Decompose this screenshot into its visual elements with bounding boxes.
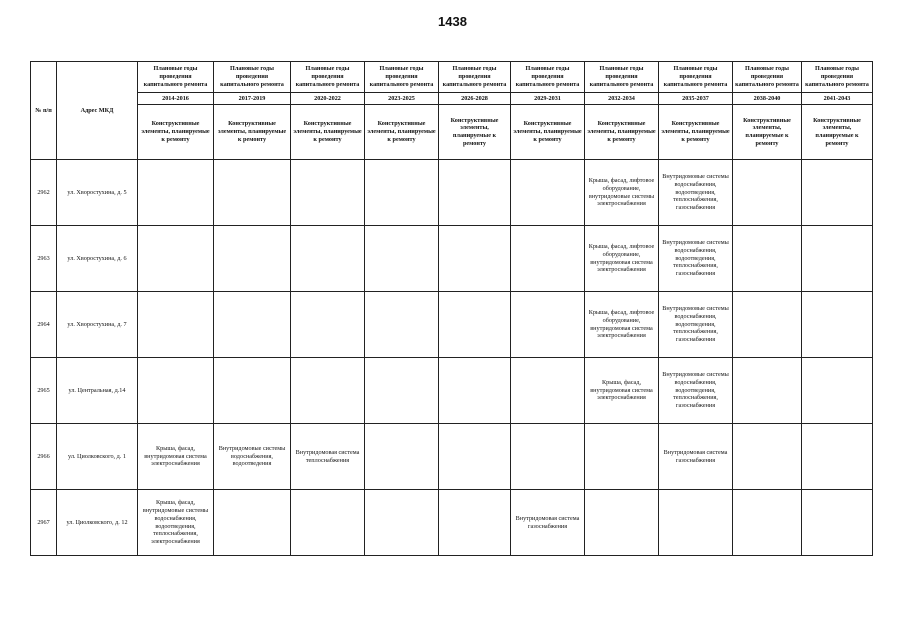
- repair-cell: Внутридомовые системы водоснабжения, водоотведения, теплоснабжения, газоснабжения: [659, 160, 733, 226]
- planned-years-header: Плановые годы проведения капитального ремонта: [733, 62, 802, 93]
- row-number: 2967: [31, 490, 57, 556]
- repair-cell: [365, 292, 439, 358]
- repair-cell: [138, 160, 214, 226]
- repair-cell: [733, 490, 802, 556]
- period-header: 2023-2025: [365, 93, 439, 105]
- repair-cell: [659, 490, 733, 556]
- repair-cell: Внутридомовые системы водоснабжения, водоотведения, теплоснабжения, газоснабжения: [659, 226, 733, 292]
- repair-cell: [585, 424, 659, 490]
- repair-cell: [214, 292, 291, 358]
- table-row: [31, 292, 873, 358]
- repair-cell: [439, 424, 511, 490]
- table-row: [31, 490, 873, 556]
- row-address: ул. Хворостухина, д. 7: [57, 292, 138, 358]
- repair-cell: [291, 160, 365, 226]
- repair-cell: Крыша, фасад, лифтовое оборудование, внутридомовая система электроснабжения: [585, 292, 659, 358]
- repair-cell: Внутридомовая система газоснабжения: [511, 490, 585, 556]
- planned-years-header: Плановые годы проведения капитального ремонта: [291, 62, 365, 93]
- elements-header: Конструктивные элементы, планируемые к ремонту: [659, 105, 733, 160]
- repair-cell: Крыша, фасад, внутридомовые системы водоснабжения, водоотведения, теплоснабжения, электроснабжения: [138, 490, 214, 556]
- elements-header: Конструктивные элементы, планируемые к ремонту: [138, 105, 214, 160]
- capital-repair-table: [30, 61, 873, 556]
- repair-cell: [439, 490, 511, 556]
- repair-cell: Внутридомовые системы водоснабжения, водоотведения, теплоснабжения, газоснабжения: [659, 358, 733, 424]
- page-number: 1438: [438, 14, 467, 29]
- repair-cell: [511, 358, 585, 424]
- repair-cell: [214, 226, 291, 292]
- elements-header: Конструктивные элементы, планируемые к ремонту: [511, 105, 585, 160]
- repair-cell: [511, 160, 585, 226]
- planned-years-header: Плановые годы проведения капитального ремонта: [511, 62, 585, 93]
- row-address: ул. Хворостухина, д. 5: [57, 160, 138, 226]
- repair-cell: Крыша, фасад, внутридомовая система электроснабжения: [138, 424, 214, 490]
- elements-header: Конструктивные элементы, планируемые к ремонту: [733, 105, 802, 160]
- repair-cell: [138, 358, 214, 424]
- repair-cell: Крыша, фасад, лифтовое оборудование, внутридомовая система электроснабжения: [585, 226, 659, 292]
- planned-years-header: Плановые годы проведения капитального ремонта: [365, 62, 439, 93]
- planned-years-header: Плановые годы проведения капитального ремонта: [659, 62, 733, 93]
- repair-cell: [733, 424, 802, 490]
- repair-cell: [365, 226, 439, 292]
- row-number: 2963: [31, 226, 57, 292]
- planned-years-header: Плановые годы проведения капитального ремонта: [138, 62, 214, 93]
- repair-cell: [439, 358, 511, 424]
- period-header: 2014-2016: [138, 93, 214, 105]
- repair-cell: [802, 292, 873, 358]
- table-row: [31, 226, 873, 292]
- repair-cell: [585, 490, 659, 556]
- repair-cell: [365, 424, 439, 490]
- table-row: [31, 424, 873, 490]
- repair-cell: Внутридомовая система теплоснабжения: [291, 424, 365, 490]
- table-header: [31, 62, 873, 160]
- row-number: 2966: [31, 424, 57, 490]
- repair-cell: [802, 424, 873, 490]
- elements-header: Конструктивные элементы, планируемые к ремонту: [214, 105, 291, 160]
- row-address: ул. Циолковского, д. 12: [57, 490, 138, 556]
- elements-header: Конструктивные элементы, планируемые к ремонту: [365, 105, 439, 160]
- period-header: 2017-2019: [214, 93, 291, 105]
- repair-cell: [439, 292, 511, 358]
- row-number: 2962: [31, 160, 57, 226]
- row-number: 2964: [31, 292, 57, 358]
- period-header: 2038-2040: [733, 93, 802, 105]
- repair-cell: [214, 490, 291, 556]
- repair-cell: Внутридомовые системы водоснабжения, водоотведения, теплоснабжения, газоснабжения: [659, 292, 733, 358]
- repair-cell: [138, 292, 214, 358]
- row-number: 2965: [31, 358, 57, 424]
- table-row: [31, 160, 873, 226]
- row-address: ул. Хворостухина, д. 6: [57, 226, 138, 292]
- period-header: 2041-2043: [802, 93, 873, 105]
- repair-cell: [802, 160, 873, 226]
- repair-cell: [439, 160, 511, 226]
- period-header: 2029-2031: [511, 93, 585, 105]
- repair-cell: [802, 490, 873, 556]
- table-row: [31, 358, 873, 424]
- elements-header: Конструктивные элементы, планируемые к ремонту: [439, 105, 511, 160]
- repair-cell: Внутридомовая система газоснабжения: [659, 424, 733, 490]
- row-address: ул. Центральная, д.14: [57, 358, 138, 424]
- repair-cell: [291, 226, 365, 292]
- elements-header: Конструктивные элементы, планируемые к ремонту: [802, 105, 873, 160]
- repair-cell: [291, 292, 365, 358]
- planned-years-header: Плановые годы проведения капитального ремонта: [585, 62, 659, 93]
- repair-cell: [802, 226, 873, 292]
- period-header: 2026-2028: [439, 93, 511, 105]
- planned-years-header: Плановые годы проведения капитального ремонта: [802, 62, 873, 93]
- repair-cell: [511, 292, 585, 358]
- row-address: ул. Циолковского, д. 1: [57, 424, 138, 490]
- repair-cell: [733, 358, 802, 424]
- repair-cell: [214, 160, 291, 226]
- elements-header: Конструктивные элементы, планируемые к ремонту: [585, 105, 659, 160]
- repair-cell: Крыша, фасад, лифтовое оборудование, внутридомовые системы электроснабжения: [585, 160, 659, 226]
- elements-header: Конструктивные элементы, планируемые к ремонту: [291, 105, 365, 160]
- repair-cell: [511, 424, 585, 490]
- repair-cell: [291, 358, 365, 424]
- repair-cell: [733, 160, 802, 226]
- col-address-header: Адрес МКД: [57, 62, 138, 160]
- repair-cell: [214, 358, 291, 424]
- repair-cell: [365, 358, 439, 424]
- repair-cell: Внутридомовые системы водоснабжения, водоотведения: [214, 424, 291, 490]
- repair-cell: [802, 358, 873, 424]
- repair-cell: [511, 226, 585, 292]
- col-num-header: № п/п: [31, 62, 57, 160]
- repair-cell: [733, 292, 802, 358]
- period-header: 2032-2034: [585, 93, 659, 105]
- repair-cell: [138, 226, 214, 292]
- planned-years-header: Плановые годы проведения капитального ремонта: [214, 62, 291, 93]
- repair-cell: [365, 490, 439, 556]
- period-header: 2035-2037: [659, 93, 733, 105]
- repair-cell: [439, 226, 511, 292]
- period-header: 2020-2022: [291, 93, 365, 105]
- repair-cell: Крыша, фасад, внутридомовая система электроснабжения: [585, 358, 659, 424]
- repair-cell: [365, 160, 439, 226]
- repair-cell: [733, 226, 802, 292]
- repair-cell: [291, 490, 365, 556]
- planned-years-header: Плановые годы проведения капитального ремонта: [439, 62, 511, 93]
- table-body: [31, 160, 873, 556]
